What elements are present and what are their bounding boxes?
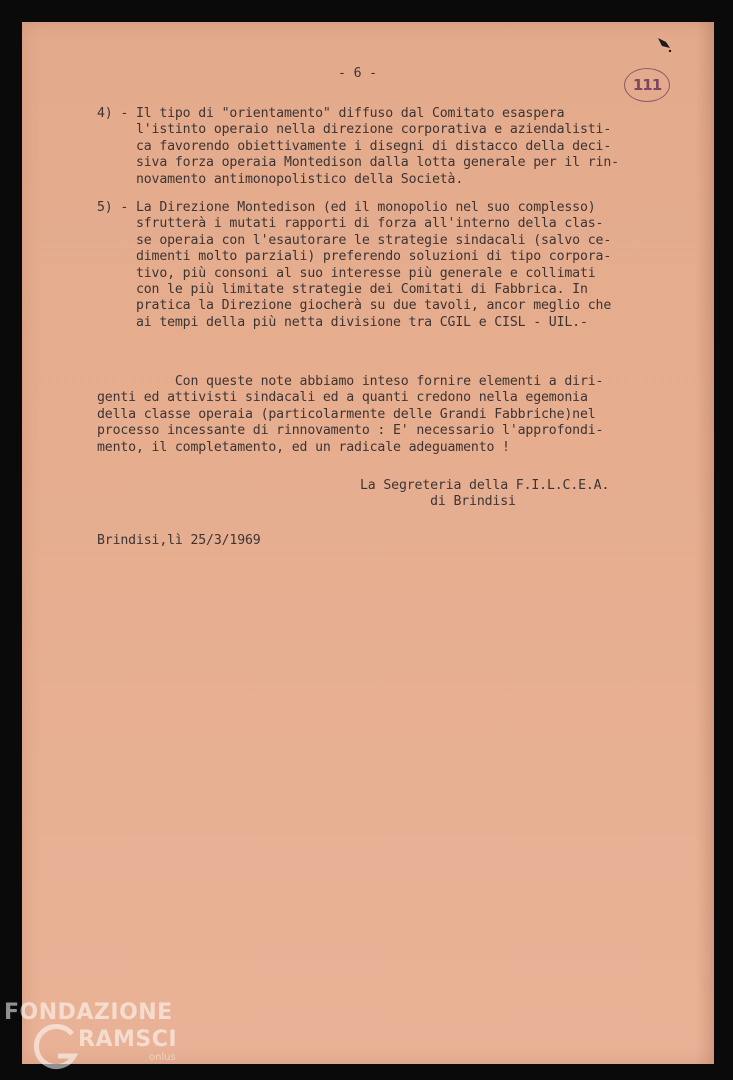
- dateline: Brindisi,lì 25/3/1969: [97, 533, 261, 548]
- watermark-line-3: onlus: [149, 1052, 176, 1063]
- archive-number-stamp: 111: [624, 68, 670, 102]
- signature-block: La Segreteria della F.I.L.C.E.A. di Brindisi: [360, 478, 610, 510]
- watermark-line-1: FONDAZIONE: [4, 1000, 173, 1025]
- closing-paragraph: Con queste note abbiamo inteso fornire elementi a diri- genti ed attivisti sindacali ed a quanti credono nella egemonia della classe operaia (particolarmente delle Grandi Fabbriche)nel processo incessante di rinnovamento : E' necessario l'approfondi- mento, il completamento, ed un radicale adeguamento !: [97, 374, 604, 455]
- point-5-paragraph: 5) - La Direzione Montedison (ed il monopolio nel suo complesso) sfrutterà i mutati rapporti di forza all'interno della clas- se operaia con l'esautorare le strategie sindacali (salvo ce- dimenti molto parziali) preferendo soluzioni di tipo corpora- tivo, più consoni al suo interesse più generale e collimati con le più limitate strategie dei Comitati di Fabbrica. In pratica la Direzione giocherà su due tavoli, ancor meglio che ai tempi della più netta divisione tra CGIL e CISL - UIL.-: [97, 200, 612, 330]
- fondazione-gramsci-watermark: [4, 996, 184, 1072]
- gramsci-logo-icon: [28, 1022, 80, 1072]
- page-number: - 6 -: [338, 66, 377, 81]
- corner-ink-mark-icon: [656, 36, 672, 52]
- point-4-paragraph: 4) - Il tipo di "orientamento" diffuso dal Comitato esaspera l'istinto operaio nella direzione corporativa e aziendalisti- ca favorendo obiettivamente i disegni di distacco della deci- siva forza operaia Montedison dalla lotta generale per il rin- novamento antimonopolistico della Società.: [97, 106, 619, 187]
- watermark-line-2: RAMSCI: [78, 1027, 178, 1052]
